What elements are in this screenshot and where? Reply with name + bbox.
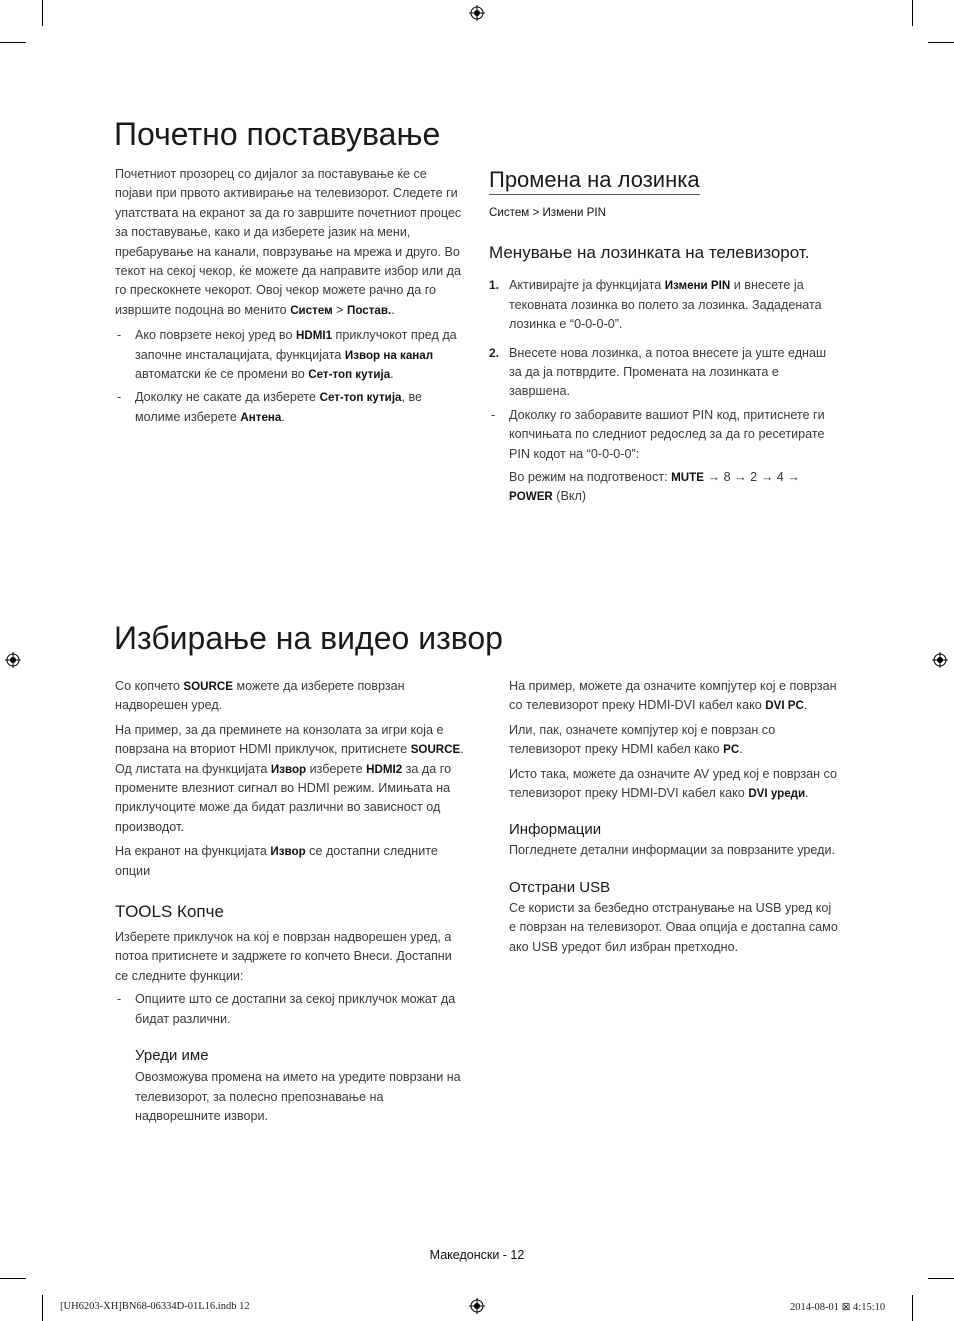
list-item: 1. Активирајте ја функцијата Измени PIN и внесете ја тековната лозинка во полето за лозинка. Зададената лозинка е “0-0-0-0”. (489, 278, 822, 332)
initial-setup-column (115, 165, 465, 427)
registration-mark-icon (469, 5, 485, 21)
password-subtitle: Менување на лозинката на телевизорот. (489, 243, 810, 263)
edit-name-title: Уреди име (135, 1047, 209, 1065)
video-source-right-column (509, 677, 839, 957)
paragraph: Исто така, можете да означите AV уред кој е поврзан со телевизорот преку HDMI-DVI кабел како DVI уреди. (509, 766, 838, 801)
tools-title: TOOLS Копче (115, 902, 224, 922)
password-title: Промена на лозинка (489, 167, 700, 195)
info-text: Погледнете детални информации за поврзаните уреди. (509, 843, 835, 858)
crop-mark (912, 0, 913, 26)
initial-setup-intro: Почетниот прозорец со дијалог за поставување ќе се појави при првото активирање на телевизорот. Следете ги упатствата на екранот за да го завршите почетниот процес за поставување, како и да изберете јазик на мени, пребарување на канали, поврзување на мрежа и друго. Во текот на секој чекор, ќе можете да направите избор или да го прескокнете чекорот. Овој чекор можете рачно да го извршите подоцна во менито Систем > Постав.. (115, 167, 462, 317)
crop-mark (0, 1278, 26, 1279)
crop-mark (0, 42, 26, 43)
crop-mark (928, 1278, 954, 1279)
paragraph: Со копчето SOURCE можете да изберете поврзан надворешен уред. (115, 679, 405, 713)
list-item: 2. Внесете нова лозинка, а потоа внесете ја уште еднаш за да ја потврдите. Промената на лозинката е завршена. (489, 345, 827, 399)
crop-mark (912, 1295, 913, 1321)
edit-name-text: Овозможува промена на името на уредите поврзани на телевизорот, за полесно препознавање на надворешните извори. (135, 1070, 461, 1123)
paragraph: Или, пак, означете компјутер кој е поврзан со телевизорот преку HDMI кабел како PC. (509, 722, 776, 757)
paragraph: На екранот на функцијата Извор се достапни следните опции (115, 844, 438, 878)
list-item: - Ако поврзете некој уред во HDMI1 приклучокот пред да започне инсталацијата, функцијата Извор на канал автоматски ќе се промени во Сет-топ кутија. (117, 328, 457, 382)
crop-mark (928, 42, 954, 43)
page-number: Македонски - 12 (429, 1248, 525, 1262)
footer-timestamp: 2014-08-01 ⊠ 4:15:10 (790, 1302, 886, 1313)
paragraph: На пример, за да преминете на конзолата за игри која е поврзана на вториот HDMI приклучок, притиснете SOURCE. Од листата на функцијата Извор изберете HDMI2 за да го промените влезниот сигнал во HDMI режим. Имињата на приклучоците може да бидат различни во зависност од производот. (115, 722, 464, 834)
crop-mark (42, 0, 43, 26)
password-column (489, 167, 834, 507)
registration-mark-icon (5, 652, 21, 668)
list-item: - Опциите што се достапни за секој приклучок можат да бидат различни. (117, 992, 456, 1026)
remove-usb-text: Се користи за безбедно отстранување на USB уред кој е поврзан на телевизорот. Оваа опција е достапна само ако USB уредот бил избран претходно. (509, 900, 838, 954)
section-title-initial-setup: Почетно поставување (114, 116, 441, 152)
breadcrumb: Систем > Измени PIN (489, 206, 606, 219)
crop-mark (42, 1295, 43, 1321)
footer-file-info: [UH6203-XH]BN68-06334D-01L16.indb 12 (60, 1301, 250, 1312)
list-item: - Доколку не сакате да изберете Сет-топ кутија, ве молиме изберете Антена. (117, 390, 423, 424)
registration-mark-icon (469, 1298, 485, 1314)
tools-text: Изберете приклучок на кој е поврзан надворешен уред, а потоа притиснете и задржете го копчето Внеси. Достапни се следните функции: (115, 930, 452, 983)
video-source-left-column (115, 677, 465, 1126)
edit-name-block (135, 1047, 465, 1126)
section-title-video-source: Избирање на видео извор (114, 620, 503, 656)
paragraph: На пример, можете да означите компјутер кој е поврзан со телевизорот преку HDMI-DVI кабел како DVI PC. (509, 679, 837, 713)
remove-usb-title: Отстрани USB (509, 878, 611, 896)
registration-mark-icon (932, 652, 948, 668)
list-item: - Доколку го заборавите вашиот PIN код, притиснете ги копчињата по следниот редослед за да го ресетирате PIN кодот на “0-0-0-0”: Во режим на подготвеност: MUTE → 8 → 2 → 4 → POWER (Вкл) (491, 407, 825, 504)
info-title: Информации (509, 821, 602, 839)
